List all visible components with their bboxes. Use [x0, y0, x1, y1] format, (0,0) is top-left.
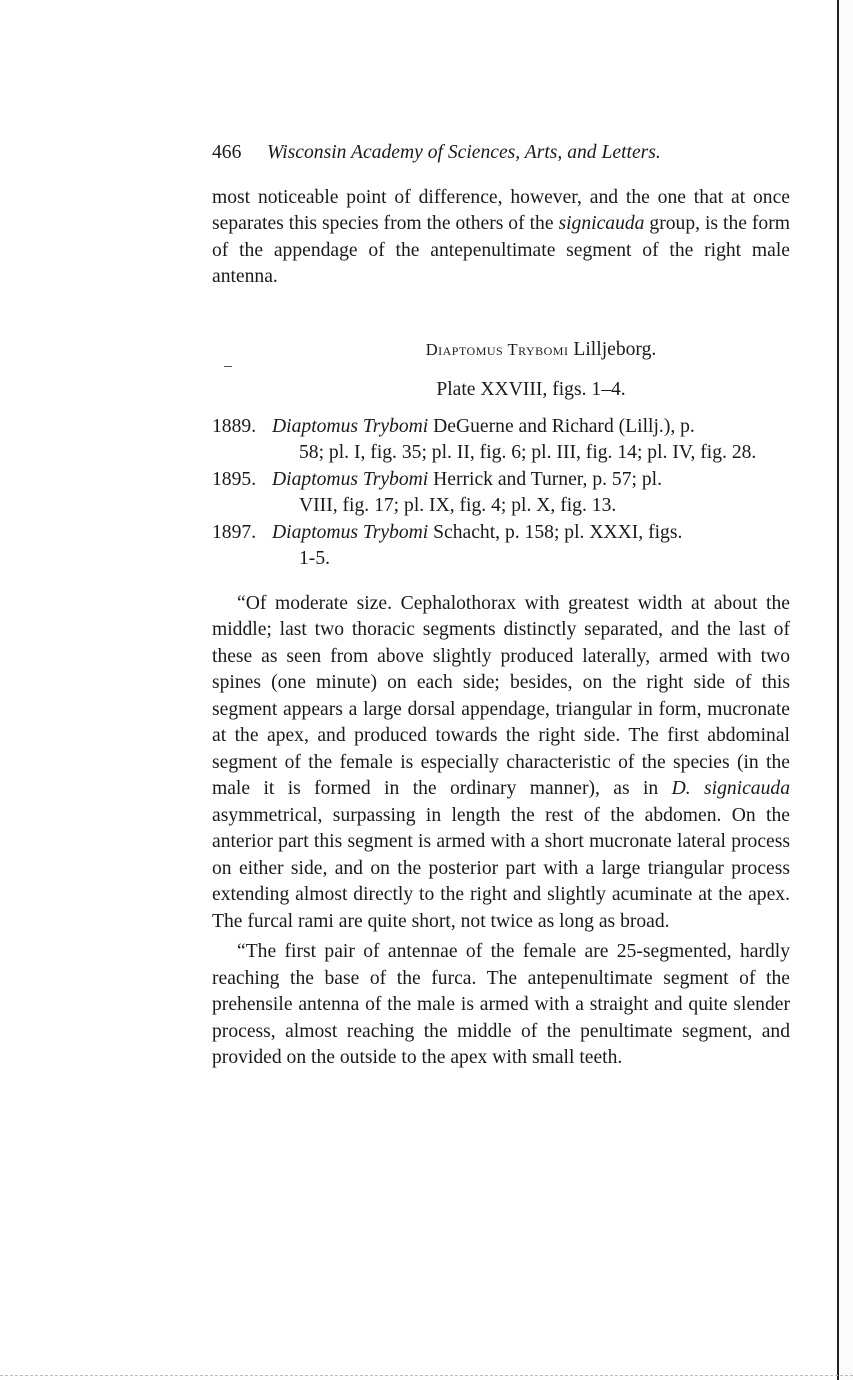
entry-citation-cont: VIII, fig. 17; pl. IX, fig. 4; pl. X, fig. 13.: [299, 495, 617, 516]
para1-text-a: “Of moderate size. Cephalothorax with greatest width at about the middle; last two thoracic segments distinctly separated, and the last of these as seen from above slightly produced laterally, armed with two spines (one minute) on each side; besides, on the right side of this segment appears a large dorsal appendage, triangular in form, mucronate at the apex, and produced towards the right side. The first abdominal segment of the female is especially characteristic of the species (in the male it is formed in the ordinary manner), as in: [212, 592, 790, 799]
synonymy-list: [212, 414, 790, 573]
synonymy-entry: [212, 414, 790, 467]
plate-reference: Plate XXVIII, figs. 1–4.: [436, 379, 626, 400]
intro-text-b: group, is the form of the appendage of the antepenultimate segment of the right male antenna.: [212, 213, 790, 287]
entry-citation-cont: 58; pl. I, fig. 35; pl. II, fig. 6; pl. III, fig. 14; pl. IV, fig. 28.: [299, 442, 757, 463]
intro-italic: signicauda: [558, 213, 645, 234]
entry-species: Diaptomus Trybomi: [272, 415, 429, 437]
synonymy-entry: [212, 520, 790, 573]
species-author: Lilljeborg.: [573, 338, 657, 360]
entry-citation: Herrick and Turner, p. 57; pl.: [428, 468, 663, 490]
entry-year: 1889.: [212, 415, 257, 437]
page-header: [212, 140, 790, 167]
entry-citation-cont: 1-5.: [299, 548, 331, 569]
species-heading: [292, 337, 790, 364]
page-number: 466: [212, 142, 242, 163]
page-edge: [837, 0, 853, 1380]
entry-species: Diaptomus Trybomi: [272, 521, 429, 543]
running-title: Wisconsin Academy of Sciences, Arts, and Letters.: [267, 142, 661, 163]
entry-year: 1897.: [212, 521, 257, 543]
entry-year: 1895.: [212, 468, 257, 490]
page-bottom-edge: [0, 1375, 853, 1380]
intro-paragraph: [212, 185, 790, 291]
description-paragraph-1: [212, 591, 790, 936]
entry-species: Diaptomus Trybomi: [272, 468, 429, 490]
para1-text-b: asymmetrical, surpassing in length the rest of the abdomen. On the anterior part this segment is armed with a short mucronate lateral process on either side, and on the posterior part with a large triangular process extending almost directly to the right and slightly acuminate at the apex. The furcal rami are quite short, not twice as long as broad.: [212, 804, 790, 932]
page-content: [212, 140, 790, 1072]
entry-citation: DeGuerne and Richard (Lillj.), p.: [428, 415, 695, 437]
para1-italic: D. signicauda: [671, 778, 790, 799]
synonymy-entry: [212, 467, 790, 520]
description-paragraph-2: “The first pair of antennae of the female are 25-segmented, hardly reaching the base of the furca. The antepenultimate segment of the prehensile antenna of the male is armed with a straight and quite slender process, almost reaching the middle of the penultimate segment, and provided on the outside to the apex with small teeth.: [212, 941, 790, 1068]
entry-citation: Schacht, p. 158; pl. XXXI, figs.: [428, 521, 683, 543]
species-name: Diaptomus Trybomi: [425, 339, 569, 359]
intro-text-a: most noticeable point of difference, however, and the one that at once separates this species from the others of the: [212, 186, 790, 234]
